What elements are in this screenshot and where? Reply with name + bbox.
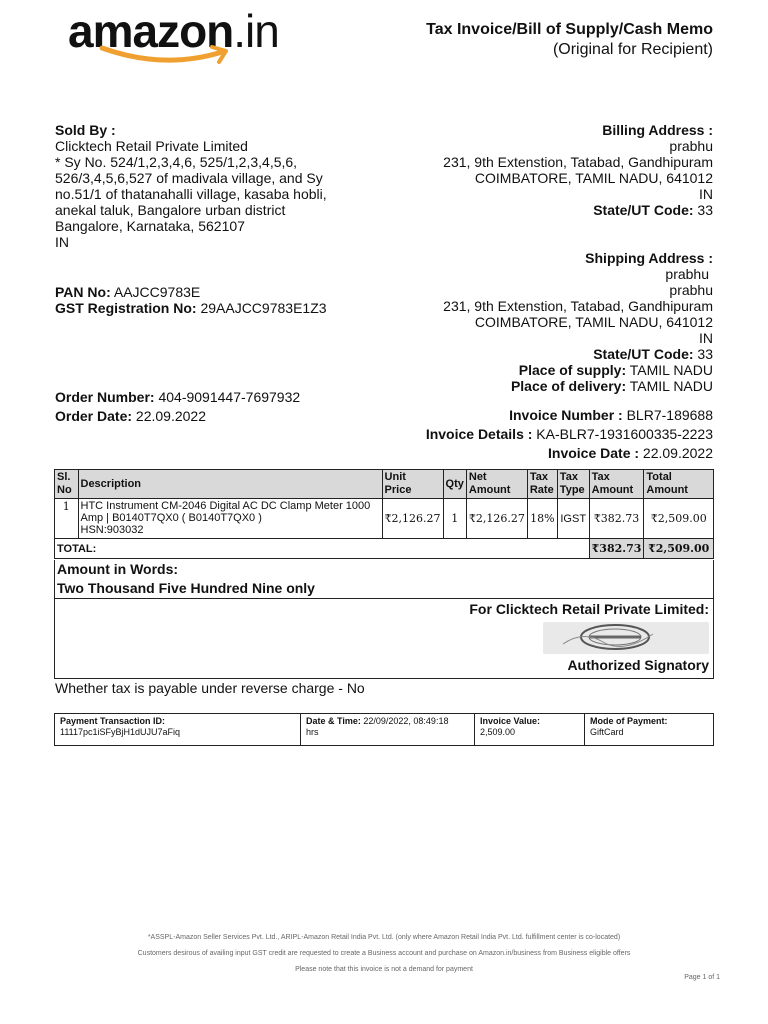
logo-wordmark: amazon.in <box>68 5 279 57</box>
cell-tax-rate: 18% <box>527 499 557 539</box>
shipping-name: prabhu <box>665 266 709 282</box>
cell-tax-type: IGST <box>557 499 589 539</box>
invoice-subtitle: (Original for Recipient) <box>552 41 713 58</box>
shipping-state-row: State/UT Code: 33 <box>593 346 713 362</box>
reverse-charge-note: Whether tax is payable under reverse charge - No <box>55 680 365 696</box>
authorized-signatory: Authorized Signatory <box>567 657 709 673</box>
col-tax-rate: Tax Rate <box>527 470 557 499</box>
cell-sl: 1 <box>55 499 79 539</box>
for-company-label: For Clicktech Retail Private Limited: <box>469 601 709 617</box>
amount-in-words <box>57 560 315 598</box>
invoice-title: Tax Invoice/Bill of Supply/Cash Memo <box>426 21 713 38</box>
shipping-name: prabhu <box>669 282 713 298</box>
billing-name: prabhu <box>669 138 713 154</box>
seller-address-line: no.51/1 of thatanahalli village, kasaba hobli, <box>55 186 327 202</box>
invoice-details-row: Invoice Details : KA-BLR7-1931600335-2223 <box>425 426 713 442</box>
payment-row <box>55 714 714 746</box>
billing-country: IN <box>699 186 713 202</box>
billing-line: COIMBATORE, TAMIL NADU, 641012 <box>474 170 713 186</box>
sold-by-label: Sold By : <box>55 122 116 138</box>
payment-invoice-value-cell: Invoice Value: 2,509.00 <box>475 714 585 746</box>
payment-table <box>54 713 714 746</box>
amount-words-box <box>54 560 714 679</box>
seller-address-line: anekal taluk, Bangalore urban district <box>55 202 286 218</box>
col-tax-amount: Tax Amount <box>589 470 644 499</box>
pan-value: AAJCC9783E <box>113 284 201 300</box>
table-row <box>55 499 714 539</box>
shipping-line: 231, 9th Extenstion, Tatabad, Gandhipuram <box>443 298 713 314</box>
page-number: Page 1 of 1 <box>684 974 720 981</box>
place-of-delivery-row: Place of delivery: TAMIL NADU <box>510 378 713 394</box>
seller-address-line: Bangalore, Karnataka, 562107 <box>55 218 245 234</box>
invoice-date-row: Invoice Date : 22.09.2022 <box>548 445 713 461</box>
billing-line: 231, 9th Extenstion, Tatabad, Gandhipuram <box>443 154 713 170</box>
col-unit-price: Unit Price <box>382 470 443 499</box>
seller-address-line: * Sy No. 524/1,2,3,4,6, 525/1,2,3,4,5,6, <box>55 154 298 170</box>
total-tax: ₹382.73 <box>589 539 644 559</box>
order-number-value: 404-9091447-7697932 <box>158 389 301 405</box>
seller-block <box>55 122 355 424</box>
col-qty: Qty <box>443 470 466 499</box>
total-row <box>55 539 714 559</box>
payment-txn-cell: Payment Transaction ID: 11117pc1iSFyBjH1dUJU7aFiq <box>55 714 301 746</box>
billing-label: Billing Address : <box>602 122 713 138</box>
cell-description: HTC Instrument CM-2046 Digital AC DC Clamp Meter 1000 Amp | B0140T7QX0 ( B0140T7QX0 ) HSN:903032 <box>78 499 382 539</box>
col-sl: Sl. No <box>55 470 79 499</box>
footer-line: Customers desirous of availing input GST credit are requested to create a Business account and purchase on Amazon.in/business from Business eligible offers <box>137 950 631 957</box>
seller-address-line: 526/3,4,5,6,527 of madivala village, and Sy <box>55 170 323 186</box>
billing-state-row: State/UT Code: 33 <box>593 202 713 218</box>
order-date-value: 22.09.2022 <box>135 408 206 424</box>
total-amount: ₹2,509.00 <box>644 539 714 559</box>
cell-tax-amount: ₹382.73 <box>589 499 644 539</box>
shipping-label: Shipping Address : <box>585 250 713 266</box>
seller-country: IN <box>55 234 69 250</box>
place-of-supply-row: Place of supply: TAMIL NADU <box>518 362 713 378</box>
seller-name: Clicktech Retail Private Limited <box>55 138 248 154</box>
amount-words-value: Two Thousand Five Hundred Nine only <box>57 580 315 596</box>
shipping-country: IN <box>699 330 713 346</box>
address-block <box>383 122 713 461</box>
pan-row: PAN No: AAJCC9783E <box>55 284 201 300</box>
payment-txn-value: 11117pc1iSFyBjH1dUJU7aFiq <box>60 727 181 737</box>
divider <box>55 598 713 599</box>
table-header-row <box>55 470 714 499</box>
shipping-line: COIMBATORE, TAMIL NADU, 641012 <box>474 314 713 330</box>
payment-mode-cell: Mode of Payment: GiftCard <box>585 714 714 746</box>
cell-total-amount: ₹2,509.00 <box>644 499 714 539</box>
order-number-row: Order Number: 404-9091447-7697932 <box>55 389 301 405</box>
amazon-smile-icon <box>98 44 238 66</box>
col-total-amount: Total Amount <box>644 470 714 499</box>
items-table <box>54 469 714 559</box>
gst-row: GST Registration No: 29AAJCC9783E1Z3 <box>55 300 327 316</box>
order-date-row: Order Date: 22.09.2022 <box>55 408 206 424</box>
cell-unit-price: ₹2,126.27 <box>382 499 443 539</box>
total-label: TOTAL: <box>55 539 590 559</box>
footer-line: *ASSPL-Amazon Seller Services Pvt. Ltd., ARIPL-Amazon Retail India Pvt. Ltd. (only where Amazon Retail India Pvt. Ltd. fulfillment center is co-located) <box>147 934 621 941</box>
payment-datetime-cell: Date & Time: 22/09/2022, 08:49:18 hrs <box>301 714 475 746</box>
amazon-logo <box>68 4 308 70</box>
invoice-number-row: Invoice Number : BLR7-189688 <box>509 407 713 423</box>
col-net-amount: Net Amount <box>466 470 527 499</box>
stamp-seal-icon <box>543 622 709 654</box>
col-tax-type: Tax Type <box>557 470 589 499</box>
signature-stamp <box>543 622 709 654</box>
invoice-title-block <box>426 20 713 60</box>
gst-value: 29AAJCC9783E1Z3 <box>200 300 327 316</box>
cell-qty: 1 <box>443 499 466 539</box>
cell-net-amount: ₹2,126.27 <box>466 499 527 539</box>
col-description: Description <box>78 470 382 499</box>
amount-words-label: Amount in Words: <box>57 561 179 577</box>
footer-line: Please note that this invoice is not a demand for payment <box>295 966 473 973</box>
